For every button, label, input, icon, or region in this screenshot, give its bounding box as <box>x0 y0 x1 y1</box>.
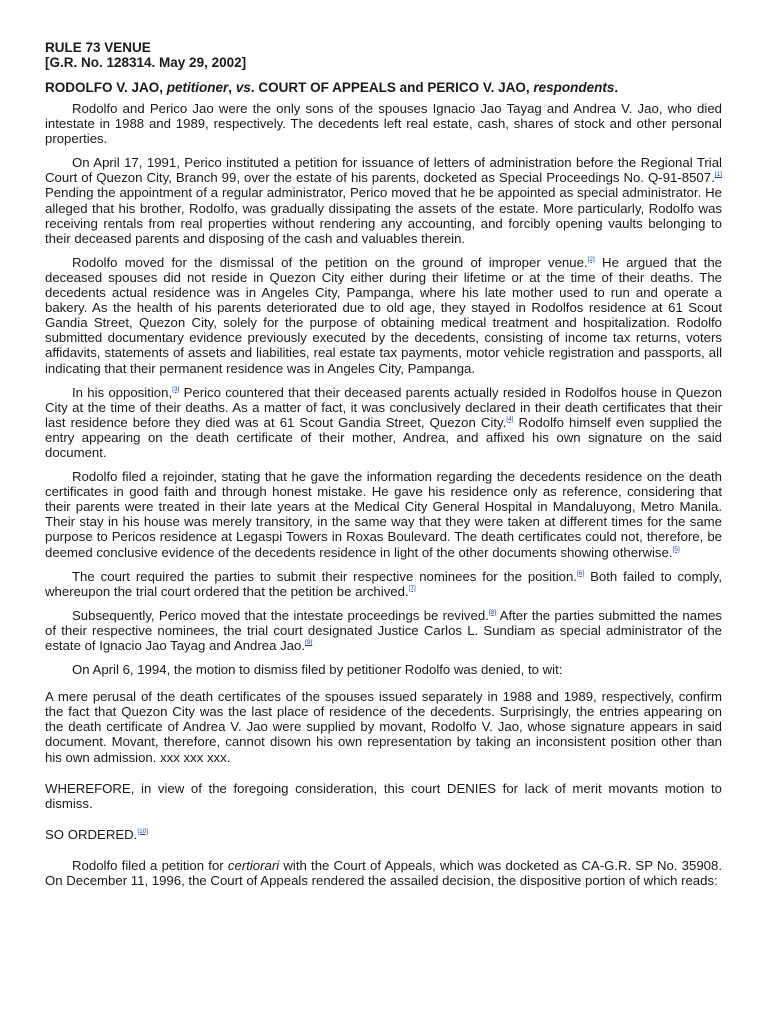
title-end: . <box>614 80 619 95</box>
footnote-link-3[interactable]: [3] <box>172 385 180 393</box>
paragraph-7-text-a: Subsequently, Perico moved that the intestate proceedings be revived. <box>72 607 489 623</box>
footnote-link-8[interactable]: [8] <box>488 608 497 616</box>
paragraph-8: On April 6, 1994, the motion to dismiss filed by petitioner Rodolfo was denied, to wit: <box>72 662 563 678</box>
quoted-order-text: A mere perusal of the death certificates of the spouses issued separately in 1988 and 1989, respectively, confirm the fact that Quezon City was the last place of residence of the decedents. Surprisingly, the entries appearing on the death certificate of Andrea V. Jao were supplied by movant, Rodolfo V. Jao, whose signature appears in said document. Movant, therefore, cannot disown his own representation by taking an inconsistent position other than his own admission. xxx xxx xxx. <box>45 689 722 765</box>
petitioner-role: petitioner <box>166 80 229 95</box>
paragraph-9-text-b: with the Court of Appeals, which was docketed as CA-G.R. SP No. 35908. On December 11, 1996, the Court of Appeals rendered the assailed decision, the dispositive portion of which reads: <box>45 857 723 889</box>
paragraph-9 <box>45 858 722 888</box>
case-title <box>45 80 722 95</box>
paragraph-4-text-c: Rodolfo himself even supplied the entry appearing on the death certificate of their mother, Andrea, and affixed his own signature on the said document. <box>45 414 722 460</box>
footnote-link-2[interactable]: [2] <box>587 255 595 263</box>
footnote-link-4[interactable]: [4] <box>506 415 514 423</box>
footnote-link-7[interactable]: [7] <box>408 584 416 592</box>
paragraph-9-text-a: Rodolfo filed a petition for <box>72 857 228 873</box>
comma-sep: , <box>228 80 236 95</box>
quoted-so-ordered <box>45 827 722 842</box>
document-page <box>45 40 722 897</box>
respondent-role: respondents <box>533 80 615 95</box>
case-number: [G.R. No. 128314. May 29, 2002] <box>45 55 247 70</box>
footnote-link-1[interactable]: [1] <box>714 171 722 179</box>
footnote-link-6[interactable]: [6] <box>576 569 585 577</box>
paragraph-2 <box>45 155 722 246</box>
paragraph-6 <box>45 569 722 599</box>
rule-heading: RULE 73 VENUE <box>45 40 151 55</box>
quoted-wherefore: WHEREFORE, in view of the foregoing consideration, this court DENIES for lack of merit movants motion to dismiss. <box>45 780 722 811</box>
paragraph-7 <box>45 608 722 653</box>
paragraph-3 <box>45 255 722 376</box>
paragraph-3-text-b: He argued that the deceased spouses did not reside in Quezon City either during their lifetime or at the time of their deaths. The decedents actual residence was in Angeles City, Pampanga, where his late mother used to run and operate a bakery. As the health of his parents deteriorated due to old age, they stayed in Rodolfos residence at 61 Scout Gandia Street, Quezon City, solely for the purpose of obtaining medical treatment and hospitalization. Rodolfo submitted documentary evidence previously executed by the decedents, consisting of income tax returns, voters affidavits, statements of assets and liabilities, real estate tax payments, motor vehicle registration and passports, all indicating that their permanent residence was in Angeles City, Pampanga. <box>45 254 722 376</box>
footnote-link-5[interactable]: [5] <box>672 545 680 553</box>
paragraph-1: Rodolfo and Perico Jao were the only sons of the spouses Ignacio Jao Tayag and Andrea V. Jao, who died intestate in 1988 and 1989, respectively. The decedents left real estate, cash, shares of stock and other personal properties. <box>45 101 722 147</box>
versus: vs <box>235 80 251 95</box>
paragraph-2-text-b: Pending the appointment of a regular administrator, Perico moved that he be appointed as special administrator. He alleged that his brother, Rodolfo, was gradually dissipating the assets of the estate. More particularly, Rodolfo was receiving rentals from real properties without rendering any accounting, and forcibly opening vaults belonging to their deceased parents and disposing of the cash and valuables therein. <box>45 185 722 246</box>
petitioner-name: RODOLFO V. JAO, <box>45 80 167 95</box>
paragraph-5 <box>45 469 722 560</box>
certiorari-italic: certiorari <box>227 857 280 873</box>
footnote-link-10[interactable]: [10] <box>137 827 149 835</box>
paragraph-5-text-a: Rodolfo filed a rejoinder, stating that he gave the information regarding the decedents residence on the death certificates in good faith and through honest mistake. He gave his residence only as reference, considering that their parents were treated in their late years at the Medical City General Hospital in Mandaluyong, Metro Manila. Their stay in his house was merely transitory, in the same way that they were taken at different times for the same purpose to Pericos residence at Legaspi Towers in Roxas Boulevard. The death certificates could not, therefore, be deemed conclusive evidence of the decedents residence in light of the other documents showing otherwise. <box>45 469 722 560</box>
paragraph-6-text-a: The court required the parties to submit their respective nominees for the position. <box>72 568 577 584</box>
respondent-names: . COURT OF APPEALS and PERICO V. JAO, <box>250 80 534 95</box>
paragraph-4 <box>45 385 722 460</box>
paragraph-6-text-b: Both failed to comply, whereupon the trial court ordered that the petition be archived. <box>45 568 722 599</box>
paragraph-2-text-a: On April 17, 1991, Perico instituted a petition for issuance of letters of administration before the Regional Trial Court of Quezon City, Branch 99, over the estate of his parents, docketed as Special Proceedings No. Q-91-8507. <box>45 155 722 186</box>
paragraph-3-text-a: Rodolfo moved for the dismissal of the petition on the ground of improper venue. <box>72 254 588 270</box>
footnote-link-9[interactable]: [9] <box>305 639 313 646</box>
so-ordered-text: SO ORDERED. <box>45 826 138 842</box>
paragraph-4-text-a: In his opposition, <box>72 384 173 400</box>
paragraph-4-text-b: Perico countered that their deceased parents actually resided in Rodolfos house in Quezon City at the time of their deaths. As a matter of fact, it was conclusively declared in their death certificates that their last residence before they died was at 61 Scout Gandia Street, Quezon City. <box>45 384 722 430</box>
paragraph-7-text-b: After the parties submitted the names of their respective nominees, the trial court designated Justice Carlos L. Sundiam as special administrator of the estate of Ignacio Jao Tayag and Andrea Jao. <box>45 607 723 653</box>
